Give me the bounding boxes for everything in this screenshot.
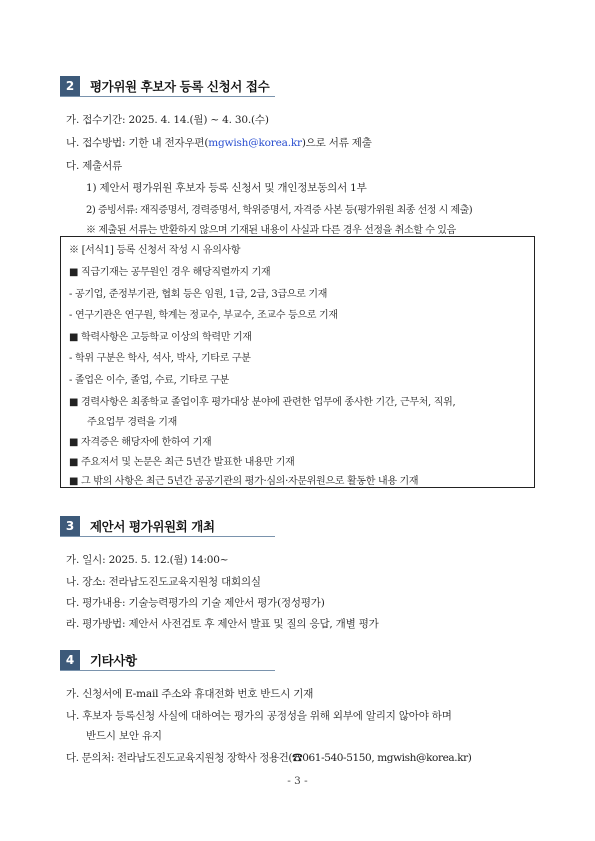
receipt-method [66, 135, 372, 150]
section-underline [60, 96, 275, 97]
receipt-period: 가. 접수기간: 2025. 4. 14.(월) ~ 4. 30.(수) [66, 114, 269, 126]
section-underline [60, 670, 275, 671]
misc-item-2: 나. 후보자 등록신청 사실에 대하여는 평가의 공정성을 위해 외부에 알리지 않아야 하며 [66, 710, 452, 722]
email-link[interactable]: mgwish@korea.kr [208, 137, 302, 149]
section-title: 평가위원 후보자 등록 신청서 접수 [90, 79, 270, 94]
misc-item-2-cont: 반드시 보안 유지 [86, 730, 162, 742]
contact-info: 다. 문의처: 전라남도진도교육지원청 장학사 정용건(☎061-540-5150, mgwish@korea.kr) [66, 752, 472, 764]
form-note-line: - 공기업, 준정부기관, 협회 등은 임원, 1급, 2급, 3급으로 기재 [69, 289, 328, 300]
documents-note: ※ 제출된 서류는 반환하지 않으며 기재된 내용이 사실과 다른 경우 선정을 취소할 수 있음 [86, 225, 456, 236]
receipt-method-suffix: )으로 서류 제출 [301, 137, 372, 149]
document-item-2: 2) 증빙서류: 재직증명서, 경력증명서, 학위증명서, 자격증 사본 등(평가위원 최종 선정 시 제출) [86, 205, 473, 216]
section-4-header [60, 649, 137, 671]
misc-item-1: 가. 신청서에 E-mail 주소와 휴대전화 번호 반드시 기재 [66, 688, 314, 700]
form-note-line: ■ 학력사항은 고등학교 이상의 학력만 기재 [69, 332, 252, 343]
form-note-line: ■ 경력사항은 최종학교 졸업이후 평가대상 분야에 관련한 업무에 종사한 기간, 근무처, 직위, [69, 397, 456, 408]
form-notes-title: ※ [서식1] 등록 신청서 작성 시 유의사항 [69, 245, 241, 256]
section-title: 제안서 평가위원회 개최 [90, 519, 215, 534]
meeting-place: 나. 장소: 전라남도진도교육지원청 대회의실 [66, 576, 261, 588]
form-note-line: ■ 직급기재는 공무원인 경우 해당직렬까지 기재 [69, 267, 271, 278]
form-note-line: ■ 자격증은 해당자에 한하여 기재 [69, 437, 212, 448]
section-2-header [60, 75, 269, 97]
evaluation-content: 다. 평가내용: 기술능력평가의 기술 제안서 평가(정성평가) [66, 597, 325, 609]
documents-heading: 다. 제출서류 [66, 160, 122, 172]
section-3-header [60, 515, 215, 537]
meeting-date: 가. 일시: 2025. 5. 12.(월) 14:00~ [66, 554, 229, 566]
form-note-line: ■ 주요저서 및 논문은 최근 5년간 발표한 내용만 기재 [69, 457, 295, 468]
form-notes-box [60, 236, 535, 488]
receipt-method-prefix: 나. 접수방법: 기한 내 전자우편( [66, 137, 209, 149]
section-number: 3 [60, 516, 80, 536]
form-note-line: ■ 그 밖의 사항은 최근 5년간 공공기관의 평가·심의·자문위원으로 활동한 내용 기재 [69, 476, 419, 487]
document-item-1: 1) 제안서 평가위원 후보자 등록 신청서 및 개인정보동의서 1부 [86, 182, 367, 194]
form-note-line: - 졸업은 이수, 졸업, 수료, 기타로 구분 [69, 375, 230, 386]
evaluation-method: 라. 평가방법: 제안서 사전검토 후 제안서 발표 및 질의 응답, 개별 평가 [66, 618, 379, 630]
section-number: 4 [60, 650, 80, 670]
section-title: 기타사항 [90, 653, 137, 668]
form-note-line: - 학위 구분은 학사, 석사, 박사, 기타로 구분 [69, 353, 251, 364]
form-note-line: 주요업무 경력을 기재 [87, 417, 177, 428]
section-number: 2 [60, 76, 80, 96]
page-number: - 3 - [287, 775, 308, 787]
form-note-line: - 연구기관은 연구원, 학계는 정교수, 부교수, 조교수 등으로 기재 [69, 310, 338, 321]
section-underline [60, 536, 275, 537]
